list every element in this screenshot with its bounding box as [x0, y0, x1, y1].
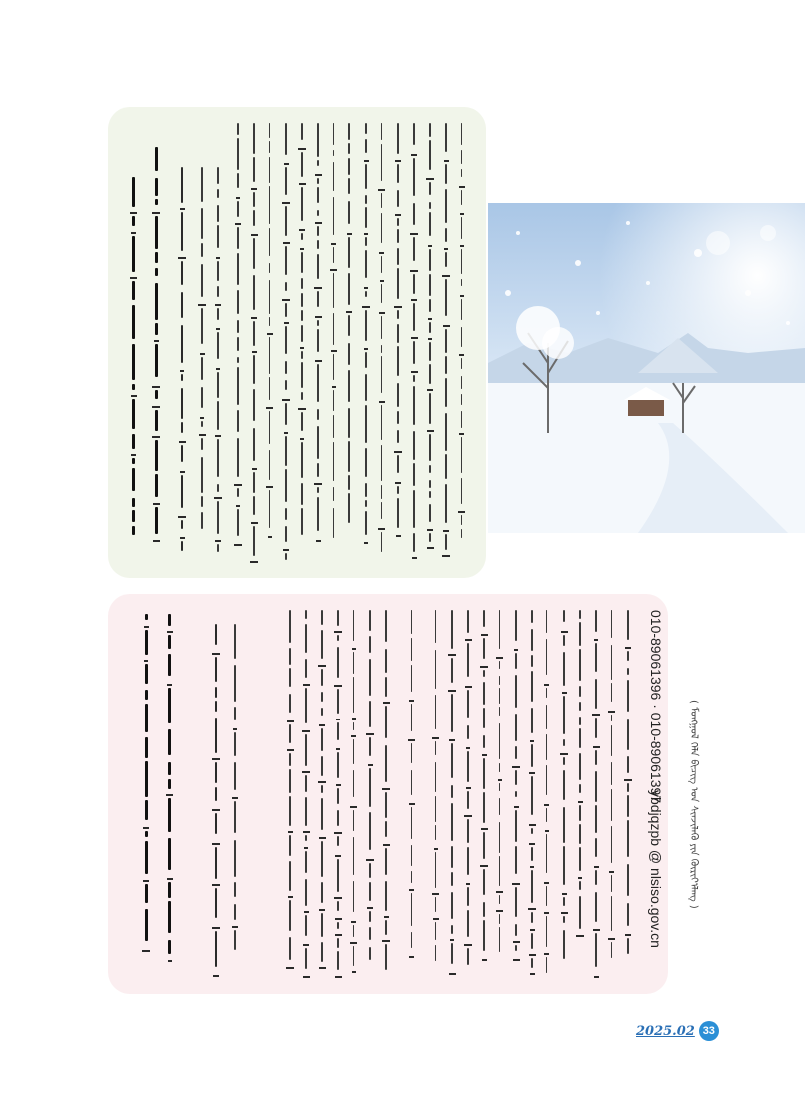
text-column	[266, 123, 273, 568]
text-column	[282, 123, 290, 568]
text-column	[214, 167, 222, 562]
text-column	[448, 610, 456, 980]
text-column	[298, 123, 306, 568]
text-column	[458, 123, 465, 568]
text-column	[432, 610, 439, 980]
text-column	[560, 610, 568, 980]
text-column	[250, 123, 258, 568]
text-column	[608, 610, 615, 980]
text-column	[212, 624, 220, 979]
text-column	[408, 610, 415, 980]
text-column	[362, 123, 370, 568]
text-column	[142, 614, 150, 974]
text-column	[152, 147, 160, 557]
text-column	[350, 610, 357, 980]
text-column	[496, 610, 503, 980]
text-column	[166, 614, 173, 974]
text-column	[130, 177, 137, 557]
text-column	[302, 610, 310, 980]
contact-email: ybdjqzpb @ nlsiso.gov.cn	[648, 790, 664, 948]
issue-number: 2025.02	[636, 1023, 695, 1039]
text-column	[178, 167, 186, 562]
article-panel-bottom	[108, 594, 668, 994]
text-column	[442, 123, 450, 568]
text-column	[464, 610, 472, 980]
text-column	[198, 167, 206, 562]
text-column	[346, 123, 352, 568]
text-column	[318, 610, 326, 980]
text-column	[544, 610, 549, 980]
text-column	[330, 123, 337, 568]
text-column	[366, 610, 374, 980]
text-column	[334, 610, 342, 980]
snow-landscape-photo	[488, 203, 805, 533]
text-column	[314, 123, 322, 568]
text-column	[512, 610, 520, 980]
text-column	[394, 123, 402, 568]
page-footer	[636, 1020, 719, 1042]
page-number-badge: 33	[699, 1021, 719, 1041]
text-column	[410, 123, 418, 568]
article-panel-top	[108, 107, 486, 578]
text-column	[378, 123, 385, 568]
text-column	[528, 610, 536, 980]
text-column	[480, 610, 488, 980]
text-column	[592, 610, 600, 980]
text-column	[624, 610, 632, 980]
contact-phones: 010-89061396 · 010-89061397	[648, 610, 664, 804]
text-column	[232, 624, 238, 979]
text-column	[286, 610, 294, 980]
text-column	[576, 610, 584, 980]
text-column	[426, 123, 434, 568]
text-column	[382, 610, 390, 980]
caption: ( ᠮᠣᠩᠭᠣᠯ ᠬᠡᠯᠡ ᠪᠢᠴᠢᠭ ᠤᠨ ᠰᠢᠨᠵᠢᠯᠡᠬᠦ ᠶᠢᠨ ᠬᠥᠷᠢᠶ᠎ᠡᠯᠡᠩ )	[688, 700, 699, 909]
text-column	[234, 123, 242, 568]
